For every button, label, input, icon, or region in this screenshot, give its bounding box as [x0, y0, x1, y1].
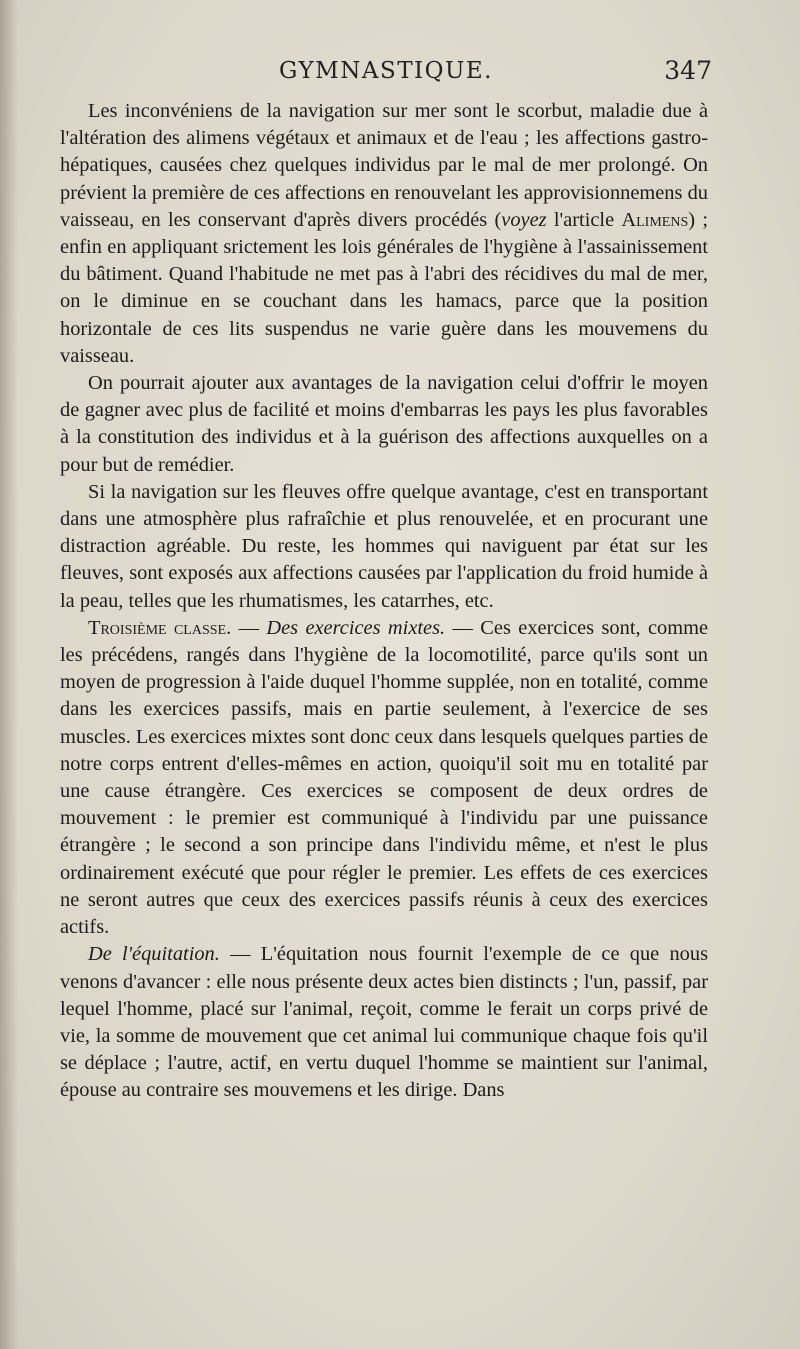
paragraph-equitation: De l'équitation. — L'équitation nous fournit l'exemple de ce que nous venons d'avancer : elle nous présente deux actes bien distincts ; l'un, passif, par lequel l'homme, placé sur l'animal, reçoit, comme le ferait un corps privé de vie, la somme de mouvement que cet animal lui communique chaque fois qu'il se déplace ; l'autre, actif, en vertu duquel l'homme se maintient sur l'animal, épouse au contraire ses mouvemens et les dirige. Dans [60, 943, 709, 1102]
paragraph-fleuves: Si la navigation sur les fleuves offre quelque avantage, c'est en transportant dans une atmosphère plus rafraîchie et plus renouvelée, et en procurant une distraction agréable. Du reste, les hommes qui naviguent par état sur les fleuves, sont exposés aux affections causées par l'application du froid humide à la peau, telles que les rhumatismes, les catarrhes, etc. [60, 480, 708, 612]
paragraph-troisieme-classe: Troisième classe. — Des exercices mixtes. — Ces exercices sont, comme les précédens, rangés dans l'hygiène de la locomotilité, parce qu'ils sont un moyen de progression à l'aide duquel l'homme supplée, non en totalité, comme dans les exercices passifs, mais en partie seulement, à l'exercice de ses muscles. Les exercices mixtes sont donc ceux dans lesquels quelques parties de notre corps entrent d'elles-mêmes en action, quoiqu'il soit mu en totalité par une cause étrangère. Ces exercices se composent de deux ordres de mouvement : le premier est communiqué à l'individu par une puissance étrangère ; le second a son principe dans l'individu même, et n'est le plus ordinairement exécuté que pour régler le premier. Les effets de ces exercices ne seront autres que ceux des exercices passifs réunis à ceux des exercices actifs. [60, 616, 708, 939]
page-number: 347 [664, 56, 712, 85]
body-text [60, 98, 708, 1105]
section-heading-equitation: De l'équitation. [88, 943, 220, 966]
cross-reference-voyez: voyez [501, 208, 547, 231]
section-subtitle-exercices-mixtes: Des exercices mixtes. [266, 616, 446, 639]
spine-shadow [0, 0, 18, 1349]
section-heading-troisieme-classe: Troisième classe. [88, 616, 232, 639]
paragraph-navigation-mer: Les inconvéniens de la navigation sur mer sont le scorbut, maladie due à l'altération des alimens végétaux et animaux et de l'eau ; les affections gastro-hépatiques, causées chez quelques individus par le mal de mer prolongé. On prévient la première de ces affections en renouvelant les approvisionnemens du vaisseau, en les conservant d'après divers procédés (voyez l'article Alimens) ; enfin en appliquant srictement les lois générales de l'hygiène à l'assainissement du bâtiment. Quand l'habitude ne met pas à l'abri des récidives du mal de mer, on le diminue en se couchant dans les hamacs, parce que la position horizontale de ces lits suspendus ne varie guère dans les mouvemens du vaisseau. [60, 100, 708, 367]
paragraph-avantages: On pourrait ajouter aux avantages de la navigation celui d'offrir le moyen de gagner avec plus de facilité et moins d'embarras les pays les plus favorables à la constitution des individus et à la guérison des affections auxquelles on a pour but de remédier. [60, 372, 708, 476]
running-head [60, 52, 712, 92]
running-title: GYMNASTIQUE. [279, 58, 493, 84]
cross-reference-alimens: Alimens [621, 208, 689, 231]
